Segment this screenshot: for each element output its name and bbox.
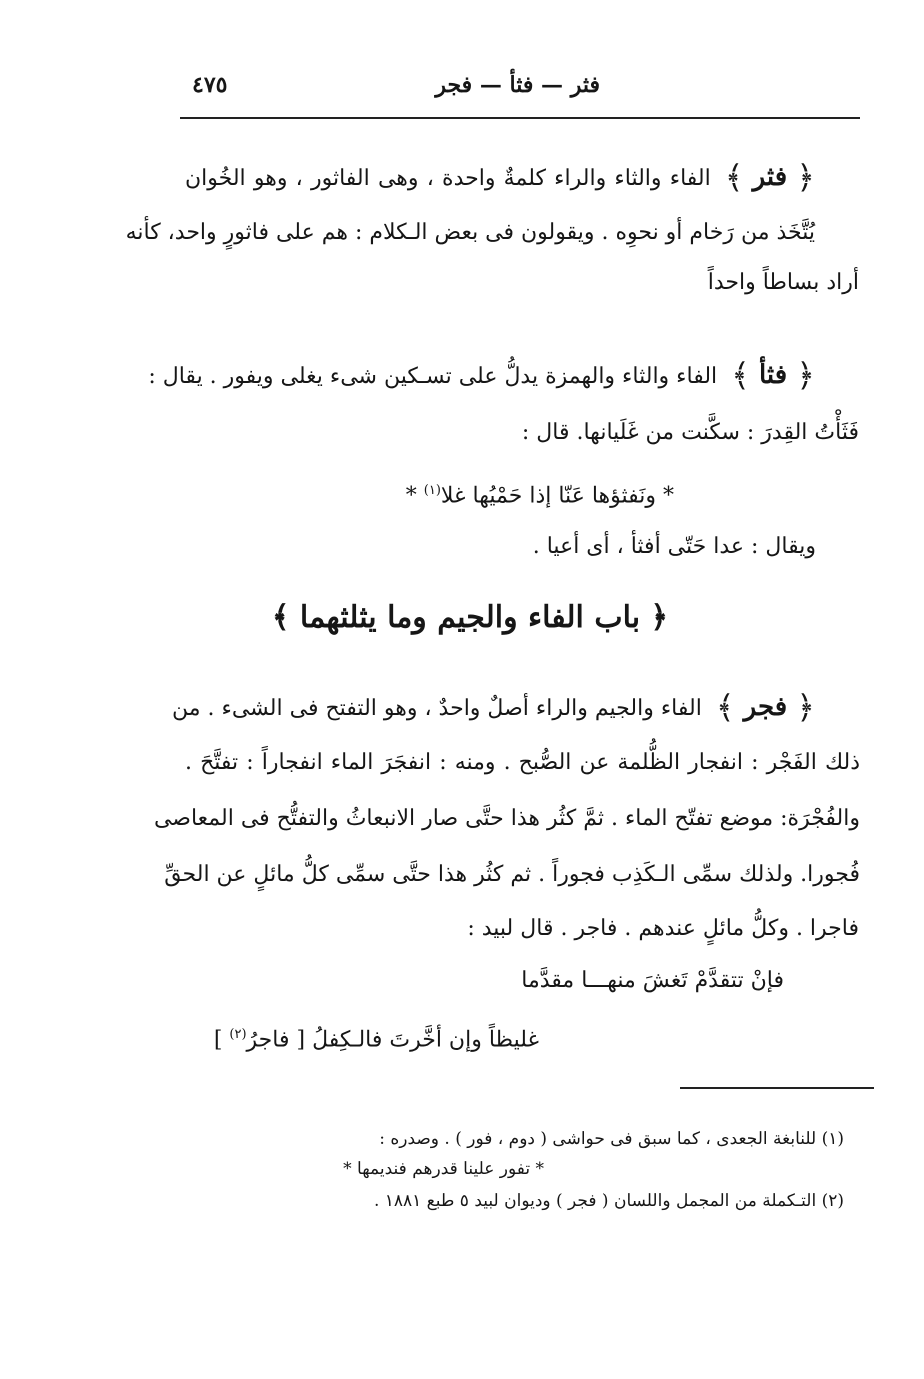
footnote-ref-1: (١) xyxy=(423,483,441,498)
footnote-2: (٢) التـكملة من المجمل واللسان ( فجر ) وديوان لبيد ٥ طبع ١٨٨١ . xyxy=(373,1191,844,1211)
verse-labid-2: غليظاً وإن أخَّرتَ فالـكِفلُ [ فاجرُ$^{(٢)}$ ] xyxy=(213,1027,539,1053)
running-title: فثر — فثأ — فجر xyxy=(435,72,600,98)
headword-ftha: ﴿ فثأ ﴾ xyxy=(731,356,815,394)
verse-labid-1: فإنْ تتقدَّمْ تَغشَ منهـــا مقدَّما xyxy=(521,968,784,993)
header-rule xyxy=(180,117,860,119)
footnote-1: (١) للنابغة الجعدى ، كما سبق فى حواشى ( دوم ، فور ) . وصدره : xyxy=(379,1129,844,1149)
entry-fjr-line-5: فاجرا . وكلُّ مائلٍ عندهم . فاجر . قال لبيد : xyxy=(467,916,859,941)
entry-fjr-line-3: والفُجْرَة: موضع تفتّح الماء . ثمَّ كثُر هذا حتَّى صار الانبعاثُ والتفتُّح فى المعاصى xyxy=(153,806,860,831)
verse-ftha: * ونَفثؤها عَنّا إذا حَمْيُها غلا$^{(١)}$ * xyxy=(405,483,674,509)
headword-fjr: ﴿ فجر ﴾ xyxy=(715,688,815,726)
footnote-rule xyxy=(680,1087,874,1089)
entry-fjr-line-1: ﴿ فجر ﴾الفاء والجيم والراء أصلٌ واحدٌ ، وهو التفتح فى الشىء . من xyxy=(171,688,815,726)
entry-fthr-line-1: ﴿ فثر ﴾الفاء والثاء والراء كلمةٌ واحدة ، وهى الفاثور ، وهو الخُوان xyxy=(185,158,815,196)
footnote-1-verse: * تفور علينا قدرهم فنديمها * xyxy=(343,1159,544,1179)
entry-fthr-line-2: يُتَّخَذ من رَخام أو نحوِه . ويقولون فى بعض الـكلام : هم على فاثورٍ واحد، كأنه xyxy=(125,220,815,245)
entry-fjr-line-2: ذلك الفَجْر : انفجار الظُّلمة عن الصُّبح . ومنه : انفجَرَ الماء انفجاراً : تفتَّحَ . xyxy=(185,750,860,775)
page-header xyxy=(180,68,860,108)
entry-ftha-line-2: فَثَأْتُ القِدرَ : سكَّنت من غَلَيانها. قال : xyxy=(521,420,859,445)
entry-ftha-line-1: ﴿ فثأ ﴾الفاء والثاء والهمزة يدلُّ على تسـكين شىء يغلى ويفور . يقال : xyxy=(148,356,815,394)
entry-ftha-after: ويقال : عدا حَتّى أفثأ ، أى أعيا . xyxy=(532,534,816,559)
headword-fthr: ﴿ فثر ﴾ xyxy=(724,158,815,196)
entry-fthr-line-3: أراد بساطاً واحداً xyxy=(707,270,859,295)
footnote-ref-2: (٢) xyxy=(229,1027,247,1042)
chapter-heading: ﴿ باب الفاء والجيم وما يثلثهما ﴾ xyxy=(271,600,669,635)
entry-fjr-line-4: فُجورا. ولذلك سمِّى الـكَذِب فجوراً . ثم كثُر هذا حتَّى سمِّى كلُّ مائلٍ عن الحقِّ xyxy=(164,862,860,887)
page-number: ٤٧٥ xyxy=(192,72,228,98)
